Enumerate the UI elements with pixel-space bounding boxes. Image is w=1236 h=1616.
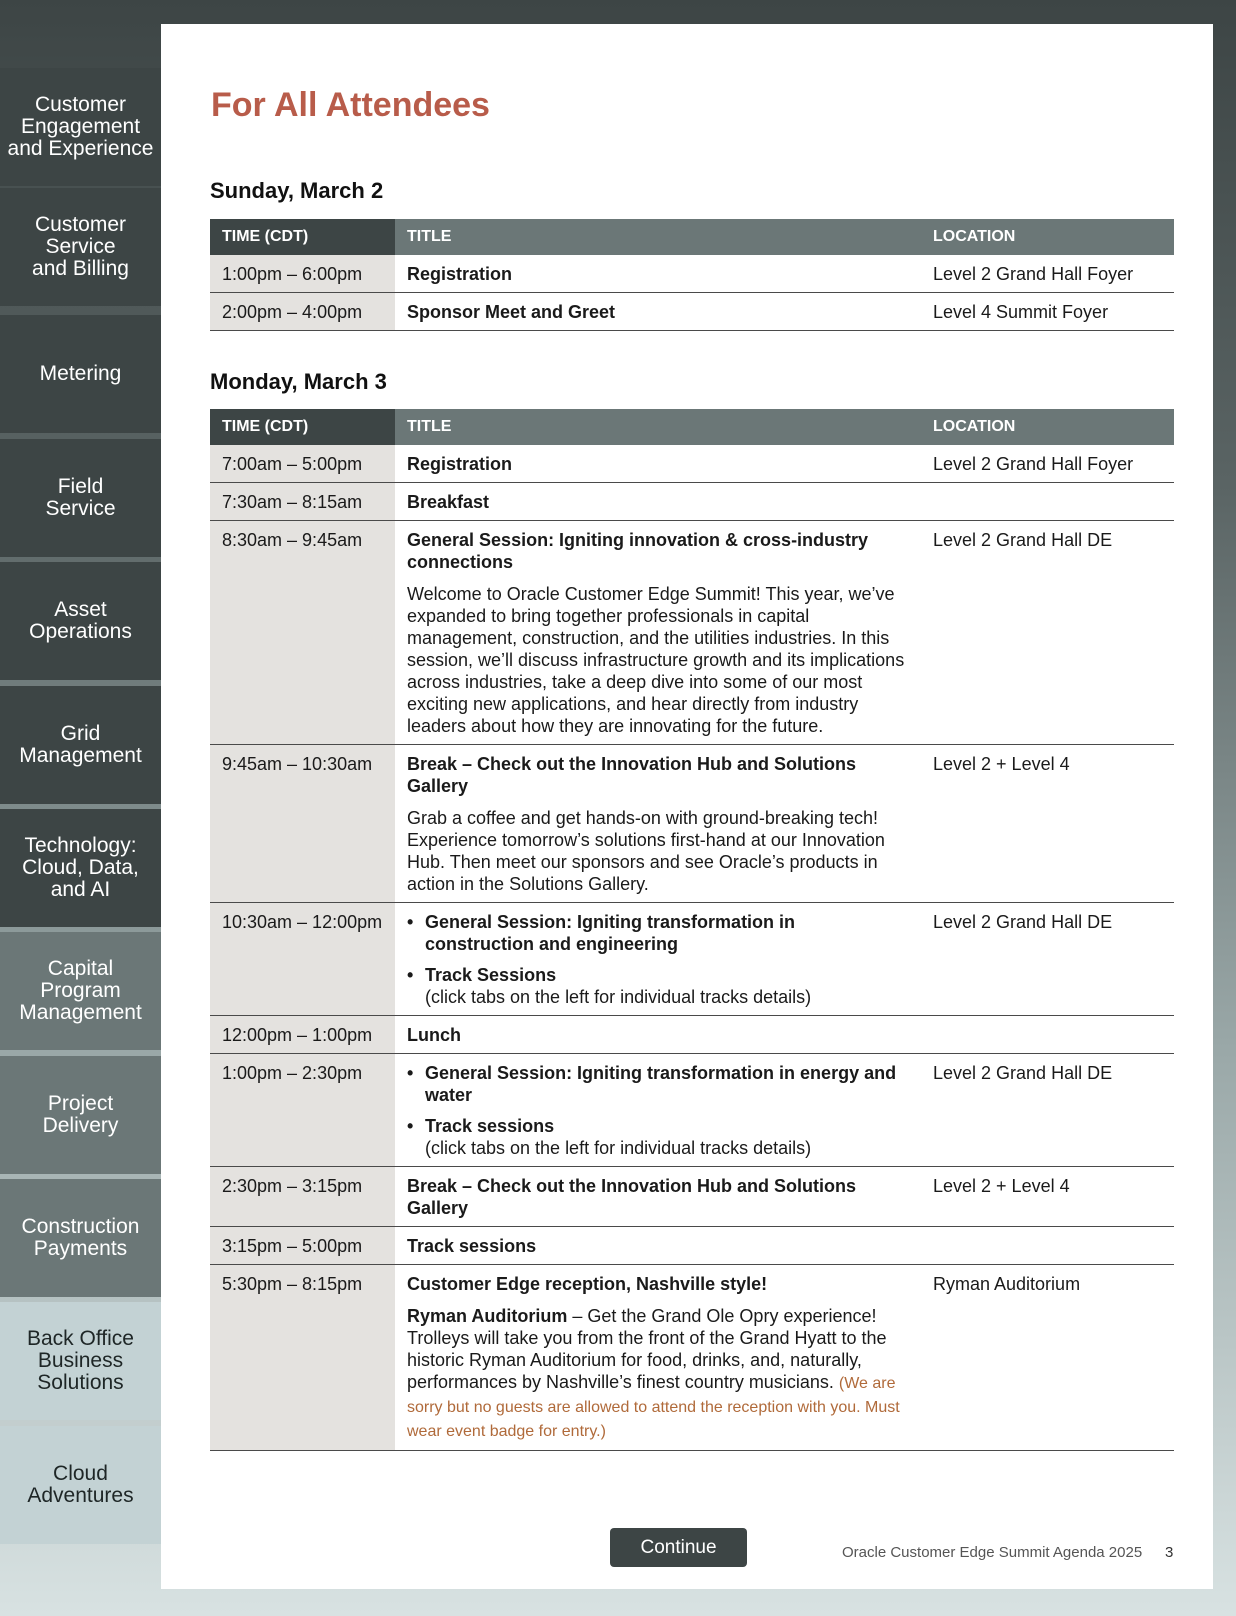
guest-notice: (We are sorry but no guests are allowed to attend the reception with you. Must wear event badge for entry.): [407, 1375, 900, 1440]
bullet-text: Track sessions: [425, 1116, 555, 1136]
row-content: [395, 521, 921, 745]
table-row: [210, 903, 1174, 1016]
tab-label: Back Office Business Solutions: [27, 1327, 134, 1394]
row-location: [921, 1227, 1174, 1265]
bullet-text: General Session: Igniting transformation in construction and engineering: [425, 912, 796, 954]
row-title: Customer Edge reception, Nashville style!: [407, 1274, 768, 1294]
footer-text: Oracle Customer Edge Summit Agenda 2025: [842, 1544, 1143, 1561]
sidebar-tabs: [0, 0, 161, 1616]
row-title: Break – Check out the Innovation Hub and Solutions Gallery: [395, 1167, 921, 1227]
row-description: [407, 1305, 909, 1443]
table-row: [210, 1265, 1174, 1451]
tab-label: Metering: [39, 362, 122, 385]
bullet-text: Track Sessions: [425, 965, 557, 985]
tab-technology[interactable]: [0, 809, 161, 927]
bullet-note: (click tabs on the left for individual tracks details): [425, 1138, 812, 1158]
tab-project-delivery[interactable]: [0, 1056, 161, 1174]
row-title: Track sessions: [395, 1227, 921, 1265]
bullet-item: [407, 964, 909, 1008]
row-time: 7:00am – 5:00pm: [210, 445, 395, 483]
table-header-row: [210, 409, 1174, 445]
agenda-page: [161, 24, 1213, 1589]
row-location: Level 2 Grand Hall DE: [921, 1054, 1174, 1167]
row-location: Ryman Auditorium: [921, 1265, 1174, 1451]
sunday-schedule-table: [210, 219, 1174, 331]
row-title: Registration: [395, 445, 921, 483]
row-time: 1:00pm – 2:30pm: [210, 1054, 395, 1167]
tab-label: Customer Engagement and Experience: [7, 93, 154, 160]
bullet-item: [407, 1115, 909, 1159]
row-location: Level 2 Grand Hall Foyer: [921, 255, 1174, 293]
row-title: General Session: Igniting innovation & cross-industry connections: [407, 530, 869, 572]
page-number: 3: [1165, 1544, 1174, 1561]
header-location: LOCATION: [921, 219, 1174, 255]
table-row: [210, 1167, 1174, 1227]
row-location: Level 2 + Level 4: [921, 745, 1174, 903]
header-title: TITLE: [395, 409, 921, 445]
table-row: [210, 483, 1174, 521]
row-location: Level 2 Grand Hall DE: [921, 521, 1174, 745]
tab-grid-management[interactable]: [0, 686, 161, 804]
tab-label: Grid Management: [19, 722, 142, 767]
row-title: Registration: [395, 255, 921, 293]
row-description: Grab a coffee and get hands-on with ground-breaking tech! Experience tomorrow’s solutions first-hand at our Innovation Hub. Then meet our sponsors and see Oracle’s products in action in the Solutions Gallery.: [407, 808, 885, 894]
row-location: Level 2 + Level 4: [921, 1167, 1174, 1227]
header-time: TIME (CDT): [210, 219, 395, 255]
row-time: 5:30pm – 8:15pm: [210, 1265, 395, 1451]
tab-label: Capital Program Management: [19, 957, 142, 1024]
tab-customer-engagement[interactable]: [0, 68, 161, 186]
bullet-note: (click tabs on the left for individual tracks details): [425, 987, 812, 1007]
row-location: Level 2 Grand Hall DE: [921, 903, 1174, 1016]
row-description: Welcome to Oracle Customer Edge Summit! This year, we’ve expanded to bring together professionals in capital management, construction, and the utilities industries. In this session, we’ll discuss infrastructure growth and its implications across industries, take a deep dive into some of our most exciting new applications, and hear directly from industry leaders about how they are innovating for the future.: [407, 584, 905, 736]
tab-label: Customer Service and Billing: [32, 213, 129, 280]
header-title: TITLE: [395, 219, 921, 255]
header-time: TIME (CDT): [210, 409, 395, 445]
table-row: [210, 293, 1174, 331]
row-content: [395, 1265, 921, 1451]
table-row: [210, 745, 1174, 903]
row-location: Level 4 Summit Foyer: [921, 293, 1174, 331]
row-location: Level 2 Grand Hall Foyer: [921, 445, 1174, 483]
monday-heading: Monday, March 3: [210, 369, 387, 394]
tab-label: Asset Operations: [29, 598, 132, 643]
tab-label: Field Service: [45, 475, 116, 520]
description-text: – Get the Grand Ole Opry experience! Trolleys will take you from the front of the Grand Hyatt to the historic Ryman Auditorium for food, drinks, and, naturally, performances by Nashville’s finest country musicians.: [407, 1306, 887, 1392]
row-title: Breakfast: [395, 483, 921, 521]
continue-button[interactable]: Continue: [610, 1528, 747, 1567]
row-content: [395, 903, 921, 1016]
row-time: 2:00pm – 4:00pm: [210, 293, 395, 331]
row-title: Lunch: [395, 1016, 921, 1054]
page-title: For All Attendees: [211, 86, 490, 124]
row-time: 8:30am – 9:45am: [210, 521, 395, 745]
tab-label: Construction Payments: [21, 1215, 140, 1260]
tab-construction-payments[interactable]: [0, 1179, 161, 1297]
table-row: [210, 521, 1174, 745]
table-header-row: [210, 219, 1174, 255]
bullet-item: [407, 1062, 909, 1106]
header-location: LOCATION: [921, 409, 1174, 445]
row-title: Break – Check out the Innovation Hub and Solutions Gallery: [407, 754, 857, 796]
row-time: 9:45am – 10:30am: [210, 745, 395, 903]
tab-back-office[interactable]: [0, 1302, 161, 1420]
tab-asset-operations[interactable]: [0, 562, 161, 680]
tab-capital-program-management[interactable]: [0, 932, 161, 1050]
row-location: [921, 1016, 1174, 1054]
table-row: [210, 1016, 1174, 1054]
row-content: [395, 745, 921, 903]
tab-customer-service[interactable]: [0, 188, 161, 306]
row-title: Sponsor Meet and Greet: [395, 293, 921, 331]
row-time: 7:30am – 8:15am: [210, 483, 395, 521]
table-row: [210, 1227, 1174, 1265]
sunday-heading: Sunday, March 2: [210, 178, 384, 203]
row-time: 1:00pm – 6:00pm: [210, 255, 395, 293]
tab-label: Technology: Cloud, Data, and AI: [22, 834, 139, 901]
tab-metering[interactable]: [0, 315, 161, 433]
description-bold: Ryman Auditorium: [407, 1306, 568, 1326]
table-row: [210, 445, 1174, 483]
row-time: 2:30pm – 3:15pm: [210, 1167, 395, 1227]
tab-field-service[interactable]: [0, 439, 161, 557]
table-row: [210, 1054, 1174, 1167]
row-location: [921, 483, 1174, 521]
row-time: 10:30am – 12:00pm: [210, 903, 395, 1016]
bullet-text: General Session: Igniting transformation in energy and water: [425, 1063, 897, 1105]
row-content: [395, 1054, 921, 1167]
table-row: [210, 255, 1174, 293]
tab-label: Project Delivery: [42, 1092, 119, 1137]
row-time: 3:15pm – 5:00pm: [210, 1227, 395, 1265]
row-time: 12:00pm – 1:00pm: [210, 1016, 395, 1054]
tab-cloud-adventures[interactable]: [0, 1426, 161, 1544]
bullet-item: [407, 911, 909, 955]
monday-schedule-table: [210, 409, 1174, 1451]
tab-label: Cloud Adventures: [27, 1462, 134, 1507]
